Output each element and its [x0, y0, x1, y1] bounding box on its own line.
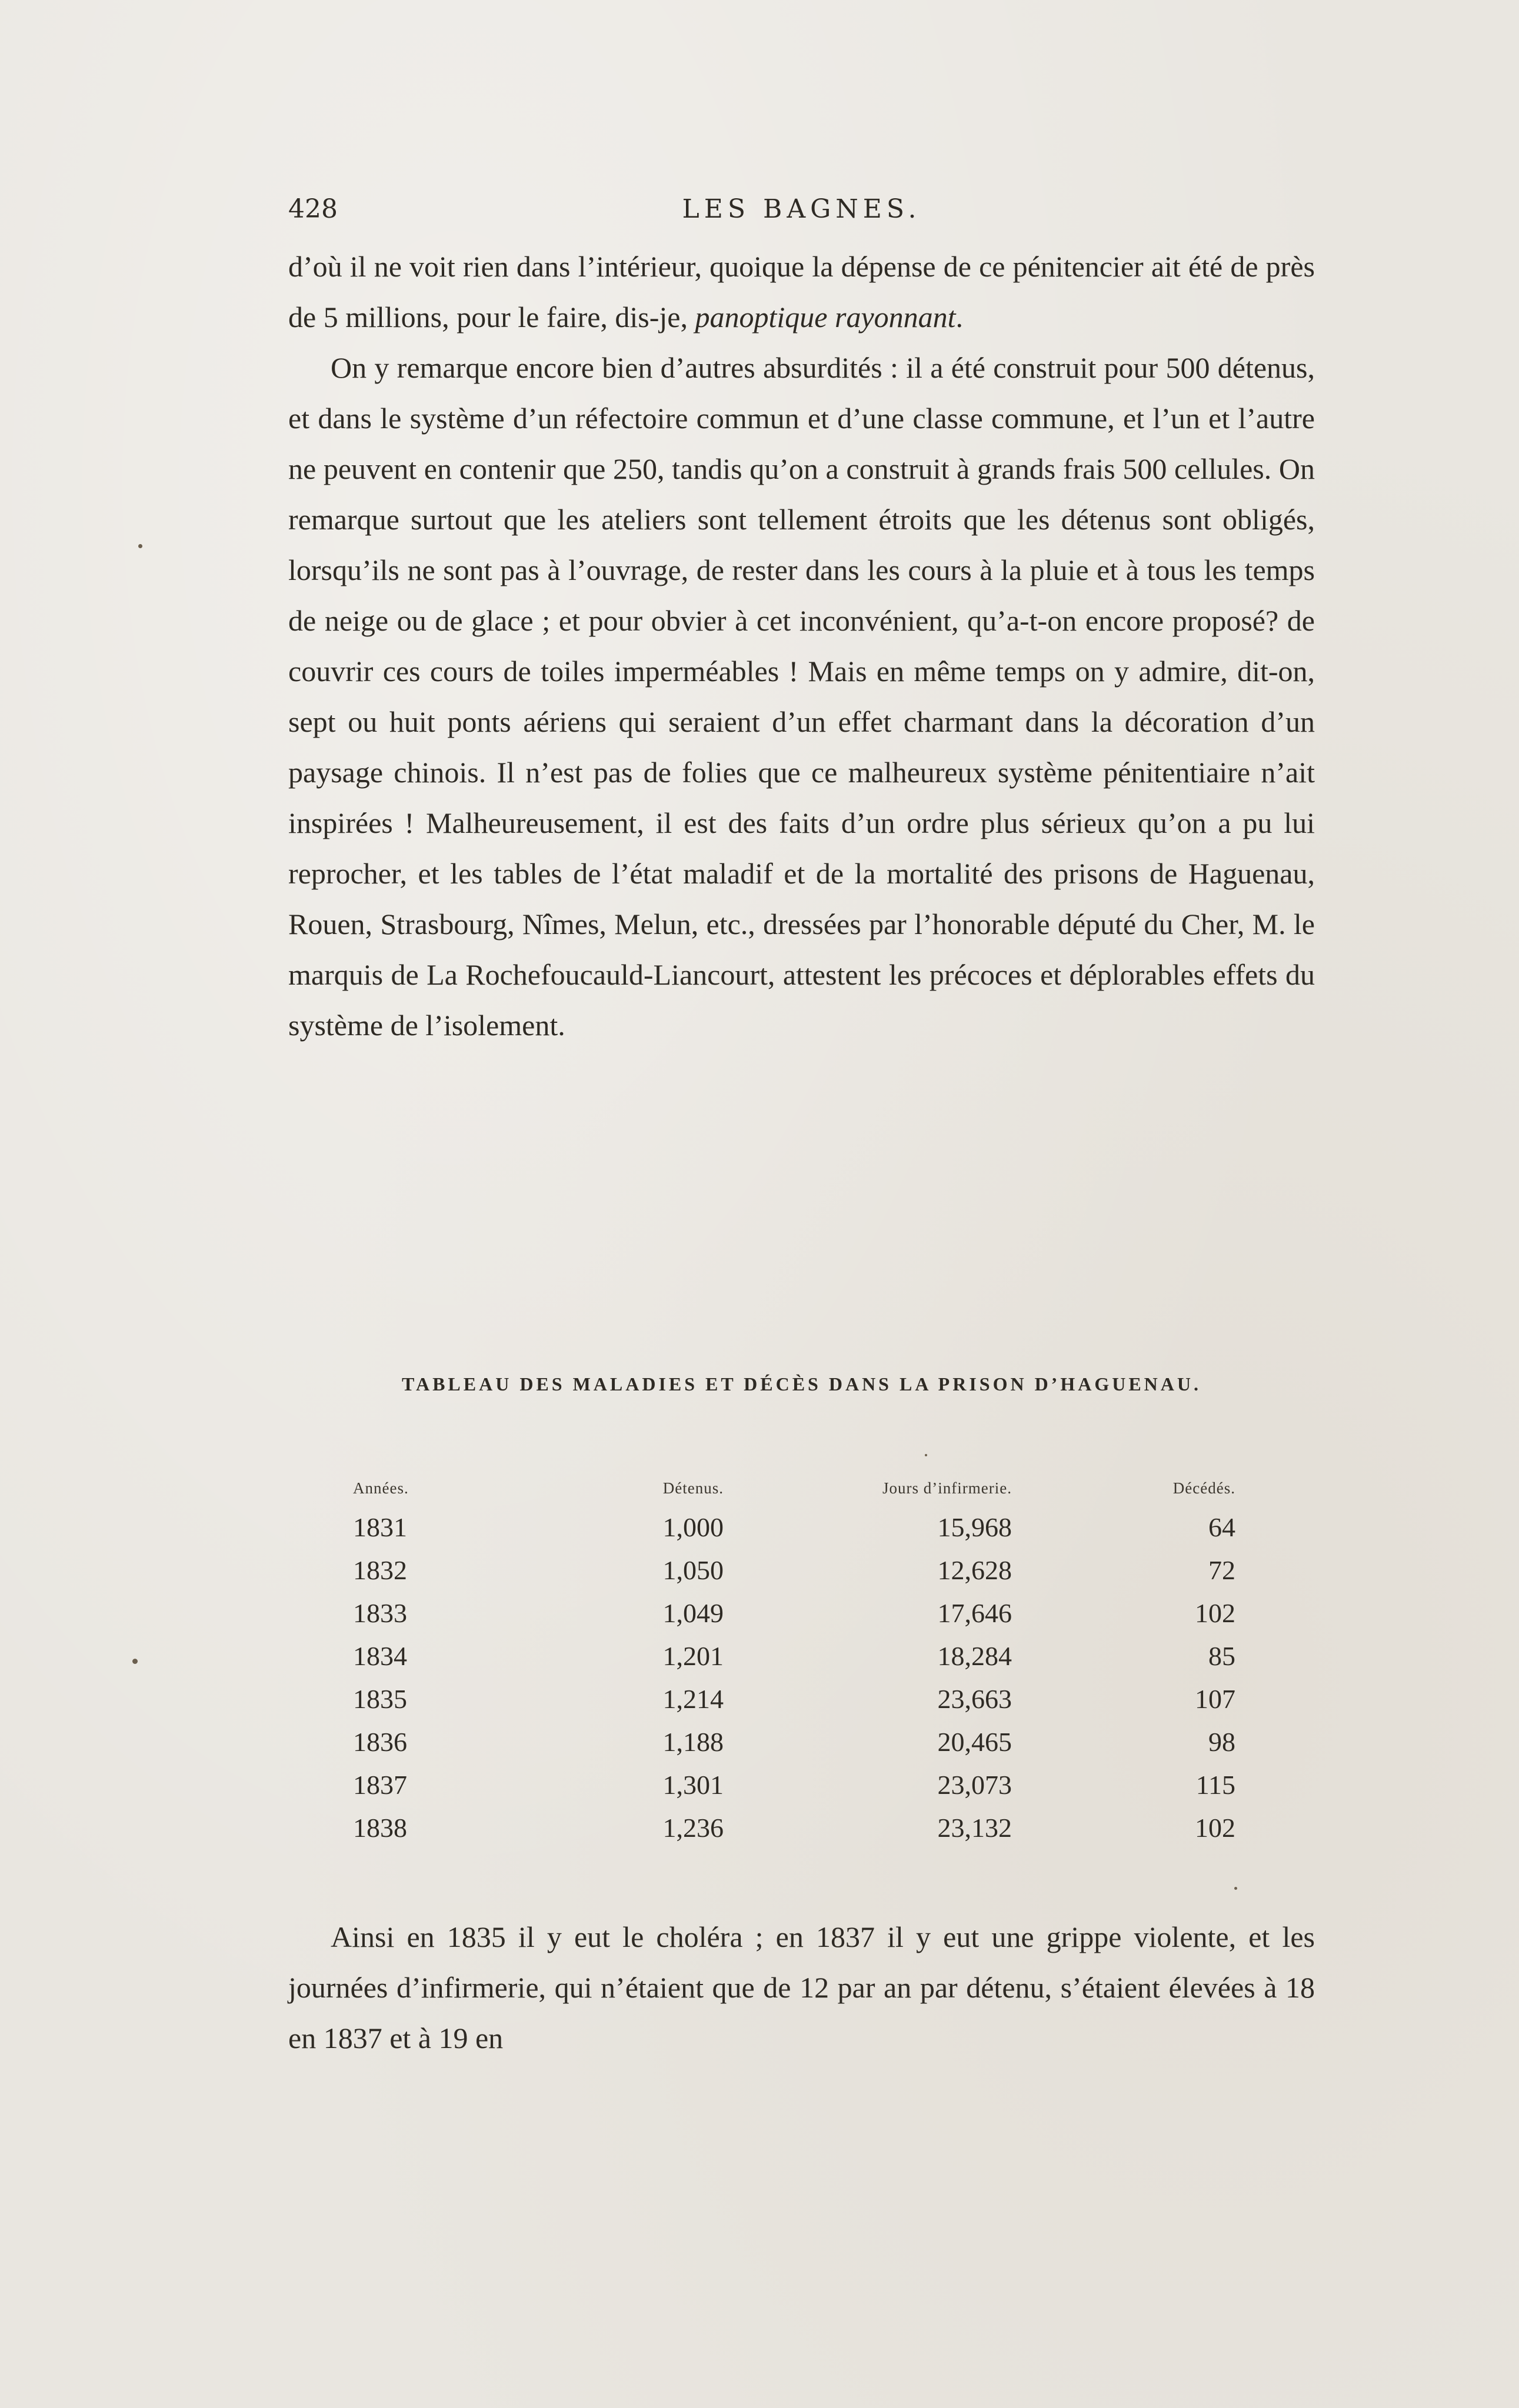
cell-jours: 23,132	[937, 1813, 1012, 1843]
cell-detenus: 1,188	[662, 1727, 724, 1757]
cell-jours: 12,628	[937, 1555, 1012, 1585]
table-row	[353, 1592, 1235, 1635]
cell-decedes: 98	[1208, 1727, 1235, 1757]
page-number: 428	[288, 194, 338, 224]
cell-detenus: 1,049	[662, 1598, 724, 1628]
cell-year: 1834	[353, 1641, 407, 1671]
table-row	[353, 1763, 1235, 1806]
cell-decedes: 102	[1195, 1598, 1235, 1628]
table-header-row	[353, 1470, 1235, 1506]
cell-jours: 20,465	[937, 1727, 1012, 1757]
cell-year: 1835	[353, 1684, 407, 1714]
cell-detenus: 1,050	[662, 1555, 724, 1585]
cell-year: 1838	[353, 1813, 407, 1843]
closing-text	[288, 1912, 1315, 2063]
cell-detenus: 1,000	[662, 1512, 724, 1542]
paper-speck	[925, 1454, 927, 1456]
cell-jours: 17,646	[937, 1598, 1012, 1628]
paragraph-punctuation: .	[955, 301, 964, 333]
cell-decedes: 107	[1195, 1684, 1235, 1714]
italic-term: panoptique rayonnant	[695, 301, 956, 333]
header-detenus: Détenus.	[662, 1479, 724, 1497]
paragraph-continued	[288, 241, 1315, 342]
table-title: TABLEAU DES MALADIES ET DÉCÈS DANS LA PRISON D’HAGUENAU.	[401, 1373, 1201, 1395]
header-jours-infirmerie: Jours d’infirmerie.	[882, 1479, 1012, 1497]
mortality-table	[353, 1470, 1235, 1849]
cell-decedes: 102	[1195, 1813, 1235, 1843]
cell-jours: 23,073	[937, 1770, 1012, 1800]
cell-jours: 23,663	[937, 1684, 1012, 1714]
cell-jours: 15,968	[937, 1512, 1012, 1542]
cell-decedes: 85	[1208, 1641, 1235, 1671]
cell-detenus: 1,301	[662, 1770, 724, 1800]
cell-detenus: 1,214	[662, 1684, 724, 1714]
table-row	[353, 1549, 1235, 1592]
cell-detenus: 1,201	[662, 1641, 724, 1671]
cell-decedes: 115	[1195, 1770, 1235, 1800]
cell-year: 1832	[353, 1555, 407, 1585]
table-row	[353, 1806, 1235, 1849]
running-head	[288, 194, 1315, 229]
header-decedes: Décédés.	[1172, 1479, 1235, 1497]
paper-speck	[132, 1659, 138, 1664]
cell-year: 1836	[353, 1727, 407, 1757]
table-row	[353, 1677, 1235, 1720]
cell-year: 1833	[353, 1598, 407, 1628]
table-row	[353, 1506, 1235, 1549]
cell-detenus: 1,236	[662, 1813, 724, 1843]
paper-speck	[1234, 1887, 1237, 1890]
header-annees: Années.	[353, 1479, 409, 1497]
paragraph-text: d’où il ne voit rien dans l’intérieur, quoique la dépense de ce pénitencier ait été de près de 5 millions, pour le faire, dis-je,	[288, 250, 1315, 333]
running-title: LES BAGNES.	[682, 194, 921, 224]
paragraph-cholera: Ainsi en 1835 il y eut le choléra ; en 1837 il y eut une grippe violente, et les journées d’infirmerie, qui n’étaient que de 12 par an par détenu, s’étaient élevées à 18 en 1837 et à 19 en	[288, 1920, 1315, 2055]
cell-decedes: 72	[1208, 1555, 1235, 1585]
table-row	[353, 1720, 1235, 1763]
cell-jours: 18,284	[937, 1641, 1012, 1671]
table-row	[353, 1635, 1235, 1677]
body-text	[288, 241, 1315, 1050]
paper-speck	[138, 544, 142, 548]
cell-decedes: 64	[1208, 1512, 1235, 1542]
paragraph-absurdites: On y remarque encore bien d’autres absurdités : il a été construit pour 500 détenus, et dans le système d’un réfectoire commun et d’une classe commune, et l’un et l’autre ne peuvent en contenir que 250, tandis qu’on a construit à grands frais 500 cellules. On remarque surtout que les ateliers sont tellement étroits que les détenus sont obligés, lorsqu’ils ne sont pas à l’ouvrage, de rester dans les cours à la pluie et à tous les temps de neige ou de glace ; et pour obvier à cet inconvénient, qu’a-t-on encore proposé? de couvrir ces cours de toiles imperméables ! Mais en même temps on y admire, dit-on, sept ou huit ponts aériens qui seraient d’un effet charmant dans la décoration d’un paysage chinois. Il n’est pas de folies que ce malheureux système pénitentiaire n’ait inspirées ! Malheureusement, il est des faits d’un ordre plus sérieux qu’on a pu lui reprocher, et les tables de l’état maladif et de la mortalité des prisons de Haguenau, Rouen, Strasbourg, Nîmes, Melun, etc., dressées par l’honorable député du Cher, M. le marquis de La Rochefoucauld-Liancourt, attestent les précoces et déplorables effets du système de l’isolement.	[288, 351, 1315, 1042]
cell-year: 1837	[353, 1770, 407, 1800]
cell-year: 1831	[353, 1512, 407, 1542]
